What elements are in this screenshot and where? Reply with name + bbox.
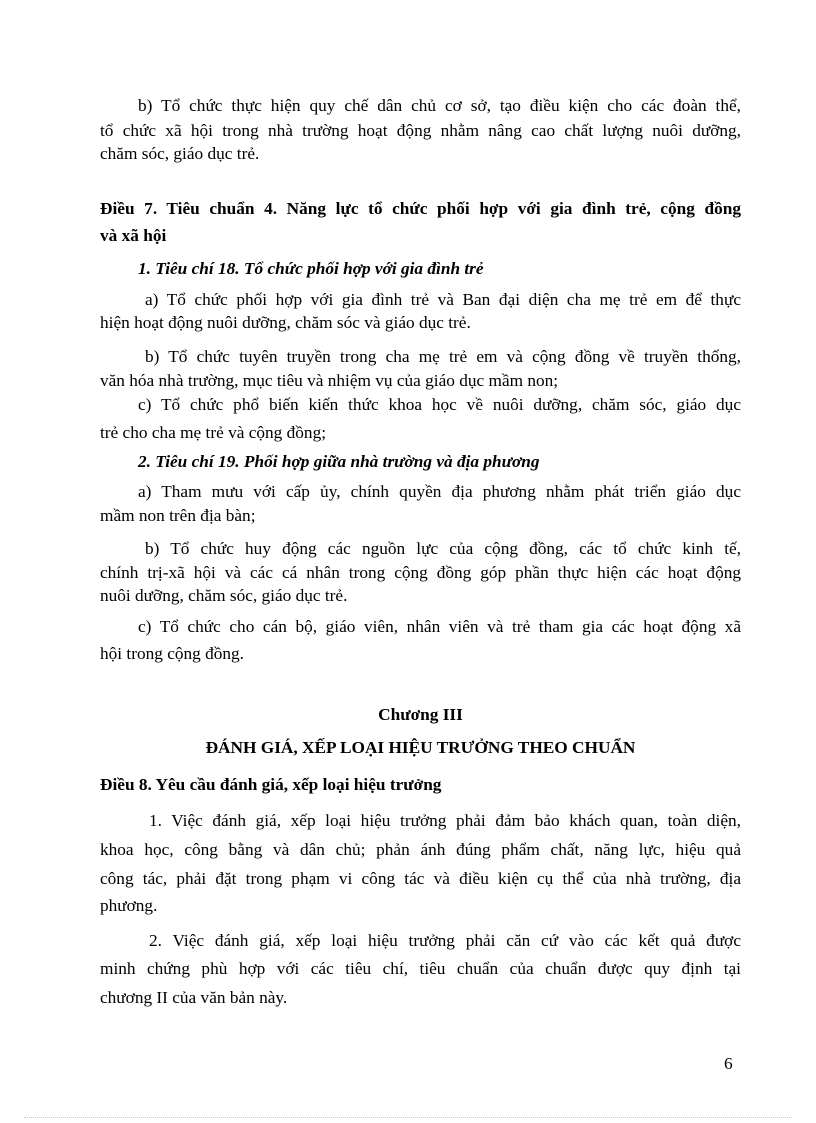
article-7-title: và xã hội (100, 226, 167, 245)
page-bottom-divider (24, 1117, 792, 1118)
paragraph-line: chương II của văn bản này. (100, 988, 288, 1007)
paragraph-line: chính trị-xã hội và các cá nhân trong cộng đồng góp phần thực hiện các hoạt động (100, 563, 741, 582)
paragraph-line: văn hóa nhà trường, mục tiêu và nhiệm vụ của giáo dục mầm non; (100, 371, 559, 390)
paragraph-line: c) Tổ chức phổ biến kiến thức khoa học về nuôi dưỡng, chăm sóc, giáo dục (138, 395, 741, 414)
paragraph-line: chăm sóc, giáo dục trẻ. (100, 144, 260, 163)
paragraph-line: tổ chức xã hội trong nhà trường hoạt động nhằm nâng cao chất lượng nuôi dưỡng, (100, 121, 741, 140)
chapter-label: Chương III (378, 705, 463, 724)
paragraph-line: trẻ cho cha mẹ trẻ và cộng đồng; (100, 423, 327, 442)
chapter-title: ĐÁNH GIÁ, XẾP LOẠI HIỆU TRƯỞNG THEO CHUẨN (205, 738, 636, 757)
paragraph-line: c) Tổ chức cho cán bộ, giáo viên, nhân viên và trẻ tham gia các hoạt động xã (138, 617, 741, 636)
paragraph-line: minh chứng phù hợp với các tiêu chí, tiêu chuẩn của chuẩn được quy định tại (100, 959, 741, 978)
paragraph-line: b) Tổ chức thực hiện quy chế dân chủ cơ sở, tạo điều kiện cho các đoàn thể, (138, 96, 741, 115)
criterion-19-heading: 2. Tiêu chí 19. Phối hợp giữa nhà trường và địa phương (138, 452, 540, 471)
paragraph-line: khoa học, công bằng và dân chủ; phản ánh đúng phẩm chất, năng lực, hiệu quả (100, 840, 741, 859)
paragraph-line: phương. (100, 896, 158, 915)
paragraph-line: hội trong cộng đồng. (100, 644, 244, 663)
paragraph-line: nuôi dưỡng, chăm sóc, giáo dục trẻ. (100, 586, 348, 605)
paragraph-line: 2. Việc đánh giá, xếp loại hiệu trưởng phải căn cứ vào các kết quả được (149, 931, 741, 950)
paragraph-line: b) Tổ chức huy động các nguồn lực của cộng đồng, các tổ chức kinh tế, (145, 539, 741, 558)
paragraph-line: a) Tham mưu với cấp ủy, chính quyền địa phương nhằm phát triển giáo dục (138, 482, 741, 501)
paragraph-line: b) Tổ chức tuyên truyền trong cha mẹ trẻ em và cộng đồng về truyền thống, (145, 347, 741, 366)
paragraph-line: a) Tổ chức phối hợp với gia đình trẻ và Ban đại diện cha mẹ trẻ em để thực (145, 290, 741, 309)
paragraph-line: mầm non trên địa bàn; (100, 506, 256, 525)
paragraph-line: công tác, phải đặt trong phạm vi công tác và điều kiện cụ thể của nhà trường, địa (100, 869, 741, 888)
criterion-18-heading: 1. Tiêu chí 18. Tổ chức phối hợp với gia đình trẻ (138, 259, 484, 278)
article-7-title: Điều 7. Tiêu chuẩn 4. Năng lực tổ chức phối hợp với gia đình trẻ, cộng đồng (100, 199, 741, 218)
paragraph-line: 1. Việc đánh giá, xếp loại hiệu trưởng phải đảm bảo khách quan, toàn diện, (149, 811, 741, 830)
paragraph-line: hiện hoạt động nuôi dưỡng, chăm sóc và giáo dục trẻ. (100, 313, 471, 332)
page-number: 6 (724, 1054, 733, 1073)
article-8-title: Điều 8. Yêu cầu đánh giá, xếp loại hiệu trưởng (100, 775, 442, 794)
